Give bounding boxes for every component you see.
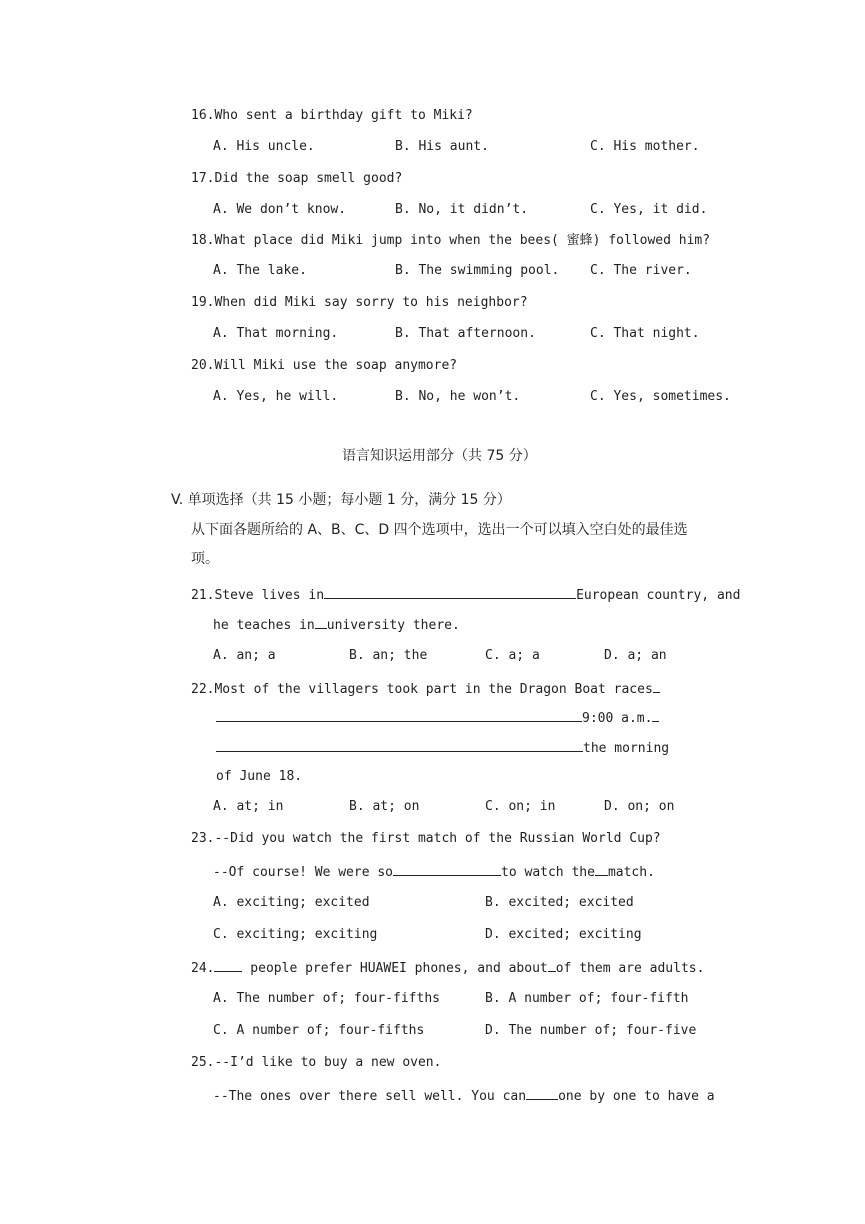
question-17: 17.Did the soap smell good? <box>191 171 403 186</box>
q23-text-cont: to watch the <box>501 865 595 880</box>
q22-option-b: B. at; on <box>349 799 420 814</box>
question-25-line2 <box>213 1087 715 1105</box>
q20-option-b: B. No, he won’t. <box>395 389 521 404</box>
part-v-heading: V. 单项选择（共 15 小题；每小题 1 分，满分 15 分） <box>171 492 511 508</box>
q25-text-cont: one by one to have a <box>558 1089 715 1104</box>
question-21-line2 <box>213 616 460 634</box>
q24-text-end: of them are adults. <box>555 961 705 976</box>
answer-blank <box>652 709 659 722</box>
q17-option-c: C. Yes, it did. <box>590 202 708 217</box>
q21-option-a: A. an; a <box>213 648 276 663</box>
q16-option-b: B. His aunt. <box>395 139 489 154</box>
section-title: 语言知识运用部分（共 75 分） <box>342 448 537 464</box>
answer-blank <box>595 863 608 876</box>
q22-option-a: A. at; in <box>213 799 284 814</box>
q21-text-line2: he teaches in <box>213 618 315 633</box>
q22-option-d: D. on; on <box>604 799 675 814</box>
answer-blank <box>216 739 583 752</box>
answer-blank <box>393 863 501 876</box>
q18-option-c: C. The river. <box>590 263 692 278</box>
q24-option-a: A. The number of; four-fifths <box>213 991 440 1006</box>
q19-option-c: C. That night. <box>590 326 700 341</box>
q22-text-line2: 9:00 a.m. <box>582 711 653 726</box>
question-22 <box>191 680 660 698</box>
q21-text-line2-cont: university there. <box>326 618 460 633</box>
question-19: 19.When did Miki say sorry to his neighbor? <box>191 295 528 310</box>
q17-option-b: B. No, it didn’t. <box>395 202 529 217</box>
q21-option-b: B. an; the <box>349 648 428 663</box>
q23-option-a: A. exciting; excited <box>213 895 370 910</box>
question-23-line2 <box>213 863 655 881</box>
q22-option-c: C. on; in <box>485 799 556 814</box>
q23-text: --Of course! We were so <box>213 865 394 880</box>
answer-blank <box>526 1087 558 1100</box>
q21-text-cont: European country, and <box>576 588 741 603</box>
answer-blank <box>548 959 556 972</box>
question-20: 20.Will Miki use the soap anymore? <box>191 358 458 373</box>
q22-text: 22.Most of the villagers took part in the Dragon Boat races <box>191 682 653 697</box>
question-22-line4: of June 18. <box>216 769 303 784</box>
q18-option-a: A. The lake. <box>213 263 307 278</box>
q24-text: people prefer HUAWEI phones, and about <box>242 961 548 976</box>
q24-option-d: D. The number of; four-five <box>485 1023 697 1038</box>
answer-blank <box>216 709 582 722</box>
answer-blank <box>324 586 576 599</box>
question-21 <box>191 586 740 604</box>
answer-blank <box>653 680 660 693</box>
q16-option-a: A. His uncle. <box>213 139 315 154</box>
q16-option-c: C. His mother. <box>590 139 700 154</box>
q23-option-c: C. exciting; exciting <box>213 927 378 942</box>
q24-option-b: B. A number of; four-fifth <box>485 991 689 1006</box>
q19-option-a: A. That morning. <box>213 326 339 341</box>
question-16: 16.Who sent a birthday gift to Miki? <box>191 108 473 123</box>
answer-blank <box>214 959 242 972</box>
question-22-line3 <box>216 739 669 757</box>
answer-blank <box>315 616 327 629</box>
q24-number: 24. <box>191 961 215 976</box>
question-25: 25.--I’d like to buy a new oven. <box>191 1055 442 1070</box>
q24-option-c: C. A number of; four-fifths <box>213 1023 425 1038</box>
q23-option-b: B. excited; excited <box>485 895 634 910</box>
q21-option-c: C. a; a <box>485 648 540 663</box>
q17-option-a: A. We don’t know. <box>213 202 347 217</box>
question-23: 23.--Did you watch the first match of the Russian World Cup? <box>191 831 661 846</box>
q20-option-c: C. Yes, sometimes. <box>590 389 731 404</box>
q23-option-d: D. excited; exciting <box>485 927 642 942</box>
q22-text-line3: the morning <box>583 741 670 756</box>
question-24 <box>191 959 704 977</box>
q19-option-b: B. That afternoon. <box>395 326 536 341</box>
q18-option-b: B. The swimming pool. <box>395 263 560 278</box>
part-v-instructions-cont: 项。 <box>191 551 219 567</box>
question-18: 18.What place did Miki jump into when the bees( 蜜蜂) followed him? <box>191 233 711 248</box>
q20-option-a: A. Yes, he will. <box>213 389 339 404</box>
question-22-line2 <box>216 709 659 727</box>
part-v-instructions: 从下面各题所给的 A、B、C、D 四个选项中，选出一个可以填入空白处的最佳选 <box>191 522 688 538</box>
q21-option-d: D. a; an <box>604 648 667 663</box>
q25-text: --The ones over there sell well. You can <box>213 1089 527 1104</box>
q23-text-end: match. <box>607 865 655 880</box>
q21-text: 21.Steve lives in <box>191 588 325 603</box>
